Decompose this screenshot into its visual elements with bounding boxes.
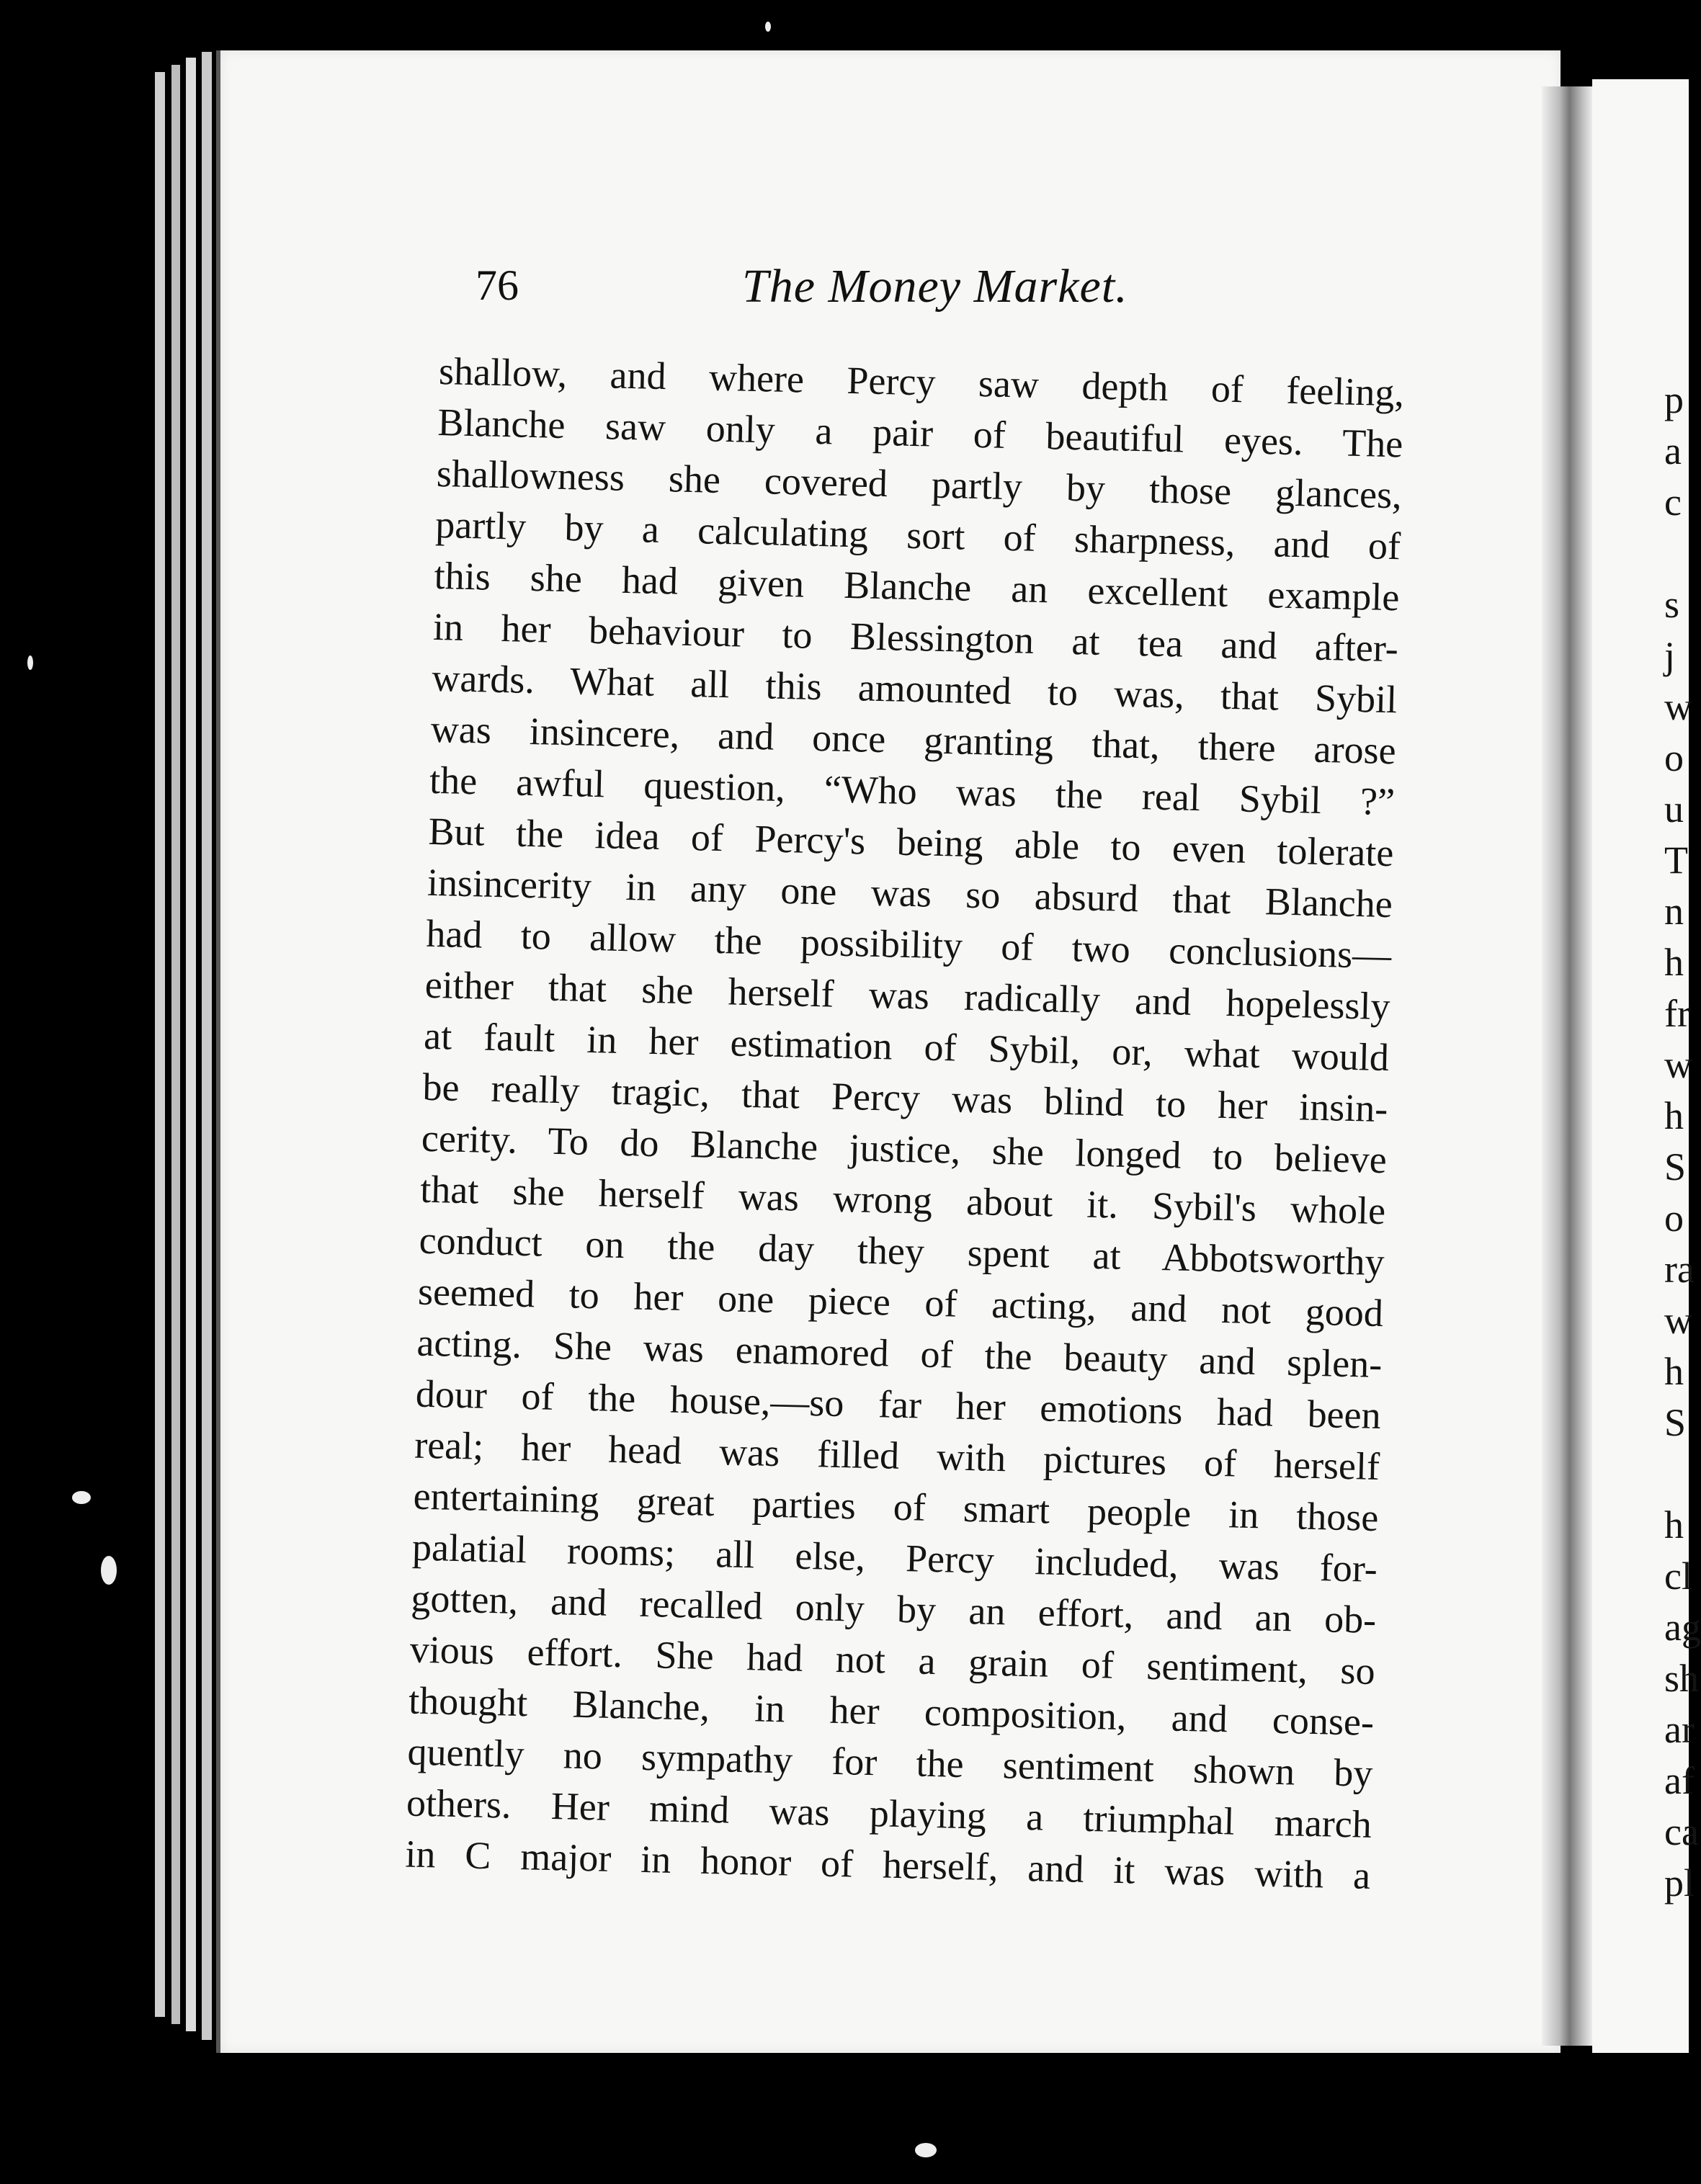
fragment: c: [1664, 480, 1682, 524]
text-line: wards. What all this amounted to was, that Sybil: [431, 655, 1398, 722]
scan-speck: [72, 1491, 91, 1504]
text-line: Blanche saw only a pair of beautiful eyes. The: [437, 400, 1403, 466]
text-line: had to allow the possibility of two conclusions—: [425, 911, 1392, 977]
fragment: w: [1664, 685, 1692, 728]
fragment: a: [1664, 429, 1682, 473]
fragment: h: [1664, 1350, 1684, 1393]
fragment: sh: [1664, 1657, 1700, 1700]
text-line: in her behaviour to Blessington at tea and after-: [432, 604, 1399, 671]
fragment: h: [1664, 1503, 1684, 1547]
text-line: shallowness she covered partly by those glances,: [436, 451, 1403, 517]
fragment: w: [1664, 1299, 1692, 1342]
page-edge: [202, 52, 212, 2040]
fragment: ag: [1664, 1606, 1701, 1649]
text-line: thought Blanche, in her composition, and conse-: [408, 1678, 1375, 1744]
fragment: T: [1664, 838, 1688, 882]
text-line: was insincere, and once granting that, there arose: [430, 707, 1397, 773]
text-line: the awful question, “Who was the real Sybil ?”: [429, 758, 1396, 824]
text-line: in C major in honor of herself, and it was with a: [404, 1832, 1371, 1897]
scan-speck: [27, 655, 33, 670]
fragment: cl: [1664, 1554, 1692, 1598]
fragment: p: [1664, 378, 1684, 421]
text-line: vious effort. She had not a grain of sentiment, so: [409, 1627, 1376, 1693]
fragment: h: [1664, 1094, 1684, 1137]
fragment: j: [1664, 634, 1676, 677]
text-line: partly by a calculating sort of sharpness, and of: [434, 502, 1401, 568]
page-number: 76: [476, 261, 519, 309]
text-line: this she had given Blanche an excellent example: [434, 553, 1401, 619]
fragment: o: [1664, 1196, 1684, 1240]
book-gutter: [1542, 86, 1592, 2046]
fragment: o: [1664, 736, 1684, 779]
fragment: ra: [1664, 1248, 1695, 1291]
text-line: real; her head was filled with pictures of herself: [414, 1423, 1380, 1489]
text-line: conduct on the day they spent at Abbotsworthy: [419, 1218, 1385, 1284]
text-line: others. Her mind was playing a triumphal march: [406, 1781, 1372, 1846]
scan-speck: [101, 1556, 117, 1585]
text-line: be really tragic, that Percy was blind to her insin-: [421, 1065, 1388, 1131]
text-line: seemed to her one piece of acting, and not good: [417, 1269, 1384, 1335]
fragment: w: [1664, 1043, 1692, 1086]
page-edge: [171, 65, 180, 2024]
fragment: ar: [1664, 1708, 1695, 1751]
text-line: at fault in her estimation of Sybil, or, what would: [423, 1013, 1390, 1080]
text-line: gotten, and recalled only by an effort, and an ob-: [410, 1576, 1377, 1642]
scan-speck: [765, 22, 771, 32]
page-edge: [186, 58, 196, 2031]
fragment: u: [1664, 787, 1684, 831]
fragment: n: [1664, 890, 1684, 933]
body-text: [405, 346, 1434, 1902]
text-line: palatial rooms; all else, Percy included, was for-: [411, 1525, 1378, 1590]
fragment: S: [1664, 1145, 1687, 1189]
fragment: af: [1664, 1759, 1695, 1802]
text-line: either that she herself was radically and hopelessly: [424, 962, 1391, 1029]
fragment: h: [1664, 941, 1684, 984]
text-line: quently no sympathy for the sentiment shown by: [407, 1729, 1374, 1795]
text-line: entertaining great parties of smart people in those: [413, 1474, 1380, 1539]
text-line: insincerity in any one was so absurd that Blanche: [427, 860, 1393, 926]
running-title: The Money Market.: [742, 260, 1128, 313]
fragment: S: [1664, 1401, 1687, 1444]
text-line: shallow, and where Percy saw depth of feeling,: [438, 349, 1405, 415]
fragment: s: [1664, 583, 1680, 626]
text-line: But the idea of Percy's being able to even tolerate: [428, 809, 1395, 875]
text-line: cerity. To do Blanche justice, she longed to believe: [421, 1116, 1388, 1182]
text-line: acting. She was enamored of the beauty and splen-: [416, 1320, 1383, 1387]
fragment: pl: [1664, 1861, 1695, 1905]
fragment: ca: [1664, 1810, 1699, 1853]
text-line: dour of the house,—so far her emotions had been: [415, 1371, 1382, 1438]
scan-speck: [915, 2143, 937, 2157]
text-line: that she herself was wrong about it. Sybil's whole: [419, 1167, 1386, 1233]
facing-page-fragments: [1664, 375, 1701, 1909]
page-edge: [155, 72, 165, 2017]
fragment: fr: [1664, 992, 1690, 1035]
